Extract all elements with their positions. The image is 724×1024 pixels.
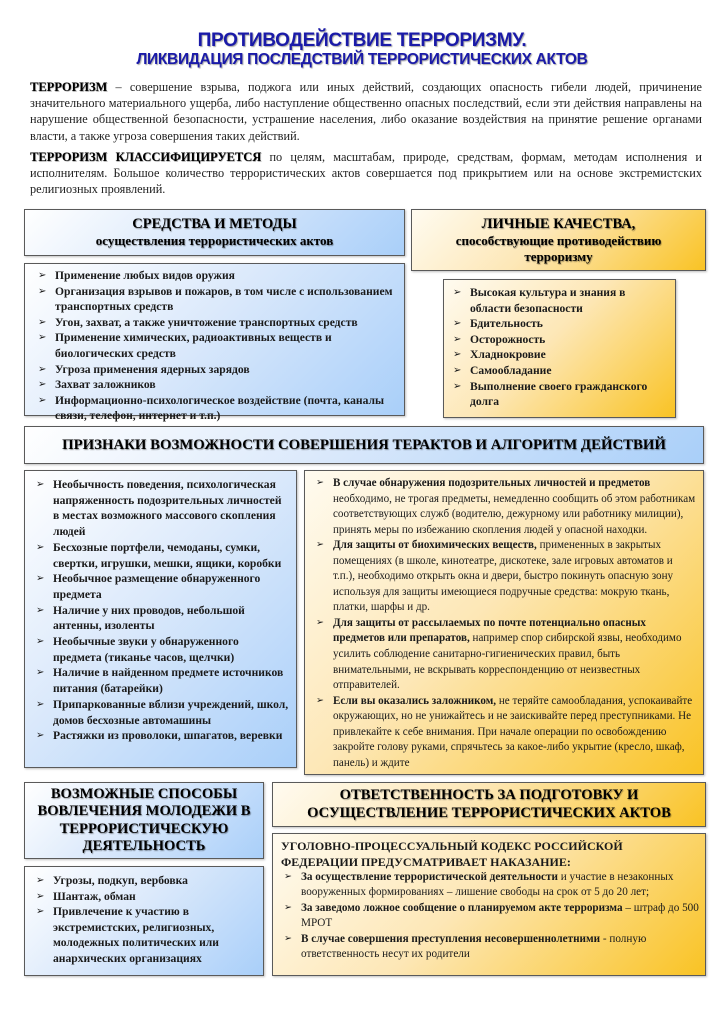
list-item: ➢ Для защиты от биохимических веществ, примененных в закрытых помещениях (в школе, кинотеатре, дискотеке, зале игровых автоматов и т.п.), необходимо открыть окна и двери, быстро покинуть опасную зону используя для защиты имеющиеся подручные средства: мокрую ткань, платки, шарфы и др. (316, 539, 674, 614)
arrow-bullet-icon: ➢ (36, 604, 45, 616)
list-item: ➢ В случае обнаружения подозрительных личностей и предметов необходимо, не трогая предметы, немедленно сообщить об этом работникам соответствующих служб (водителю, дежурному или работнику милиции), принять меры по избежанию скопления людей у опасной находки. (316, 477, 696, 536)
arrow-bullet-icon: ➢ (316, 478, 324, 488)
arrow-bullet-icon: ➢ (36, 479, 45, 490)
list-item: ➢ В случае совершения преступления несовершеннолетними - полную ответственность несут их родители (284, 932, 647, 961)
qualities-header (411, 209, 706, 271)
list-item: ➢ Бдительность (453, 317, 543, 331)
list-item: ➢ Для защиты от рассылаемых по почте потенциально опасных предметов или препаратов, например спор сибирской язвы, необходимо усилить соблюдение санитарно-гигиенических правил, быть внимательными, не вскрывать корреспонденцию от неизвестных отправителей. (316, 616, 682, 692)
youth-list (33, 873, 257, 967)
list-item: ➢ Необычные звуки у обнаруженного предмета (тиканье часов, щелчки) (36, 635, 239, 664)
list-item: ➢ Применение химических, радиоактивных веществ и биологических средств (38, 331, 332, 360)
list-item: ➢ Угон, захват, а также уничтожение транспортных средств (38, 315, 358, 329)
page-subtitle: ЛИКВИДАЦИЯ ПОСЛЕДСТВИЙ ТЕРРОРИСТИЧЕСКИХ АКТОВ (136, 51, 588, 68)
arrow-bullet-icon: ➢ (38, 316, 47, 328)
list-item: ➢ Организация взрывов и пожаров, в том числе с использованием транспортных средств (38, 284, 393, 314)
list-item: ➢ Информационно-психологическое воздействие (почта, каналы связи, телефон, интернет и т.п.) (38, 393, 385, 423)
arrow-bullet-icon: ➢ (36, 667, 45, 679)
arrow-bullet-icon: ➢ (36, 730, 45, 742)
means-header (24, 209, 405, 256)
qualities-subtitle: способствующие противодействию терроризму (455, 232, 662, 264)
arrow-bullet-icon: ➢ (453, 364, 462, 376)
list-item: ➢ Самообладание (453, 363, 552, 377)
arrow-bullet-icon: ➢ (284, 872, 292, 882)
list-item: ➢ Бесхозные портфели, чемоданы, сумки, свертки, игрушки, мешки, ящики, коробки (36, 540, 282, 570)
list-item: ➢ Осторожность (453, 332, 546, 346)
definition-text: – совершение взрыва, поджога или иных действий, создающих опасность гибели людей, причинение значительного материального ущерба, либо наступление общественно опасных последствий, если эти действия направлены на нарушение общественной безопасности, устрашение населения, либо оказание воздействия на принятие решение органами власти, а также угроза совершения таких действий. (30, 80, 702, 143)
list-item: ➢ Наличие у них проводов, небольшой антенны, изоленты (36, 603, 245, 633)
terrorism-definition (30, 79, 702, 144)
arrow-bullet-icon: ➢ (284, 933, 292, 944)
arrow-bullet-icon: ➢ (38, 285, 47, 297)
classification-term: ТЕРРОРИЗМ КЛАССИФИЦИРУЕТСЯ (30, 150, 262, 164)
arrow-bullet-icon: ➢ (36, 573, 45, 585)
signs-header (24, 426, 704, 464)
definition-term: ТЕРРОРИЗМ (30, 80, 108, 94)
means-list (35, 268, 398, 424)
arrow-bullet-icon: ➢ (316, 617, 324, 628)
responsibility-list-panel (272, 833, 706, 976)
responsibility-list (281, 870, 699, 962)
arrow-bullet-icon: ➢ (284, 902, 292, 913)
signs-title: ПРИЗНАКИ ВОЗМОЖНОСТИ СОВЕРШЕНИЯ ТЕРАКТОВ И АЛГОРИТМ ДЕЙСТВИЙ (62, 436, 666, 453)
signs-list-panel (24, 470, 297, 768)
arrow-bullet-icon: ➢ (453, 333, 462, 345)
arrow-bullet-icon: ➢ (38, 332, 47, 344)
arrow-bullet-icon: ➢ (36, 906, 45, 918)
qualities-title: ЛИЧНЫЕ КАЧЕСТВА, (481, 215, 636, 232)
qualities-list (450, 285, 669, 410)
list-item: ➢ За заведомо ложное сообщение о планируемом акте терроризма – штраф до 500 МРОТ (284, 901, 699, 930)
list-item: ➢ Угрозы, подкуп, вербовка (36, 874, 188, 887)
responsibility-header (272, 782, 706, 827)
means-title: СРЕДСТВА И МЕТОДЫ (132, 216, 297, 232)
arrow-bullet-icon: ➢ (38, 270, 47, 281)
arrow-bullet-icon: ➢ (36, 698, 45, 710)
arrow-bullet-icon: ➢ (38, 379, 47, 391)
arrow-bullet-icon: ➢ (38, 363, 47, 375)
arrow-bullet-icon: ➢ (453, 287, 462, 298)
arrow-bullet-icon: ➢ (453, 318, 462, 330)
youth-list-panel (24, 866, 264, 976)
arrow-bullet-icon: ➢ (38, 394, 47, 406)
list-item: ➢ За осуществление террористической деятельности и участие в незаконных вооруженных формированиях – лишение свободы на срок от 5 до 20 лет; (284, 871, 674, 899)
classification-text: по целям, масштабам, природе, средствам, формам, методам исполнения и исполнителям. Большое количество террористических актов совершается под прикрытием или на основе экстремистских религиозных проявлений. (30, 150, 702, 197)
list-item: ➢ Если вы оказались заложником, не теряйте самообладания, успокаивайте окружающих, но не унижайтесь и не заискивайте перед преступниками. Не привлекайте к себе внимания. При начале операции по освобождению закройте голову руками, спрячьтесь за какое-либо укрытие (кресло, шкаф, панель) и ждите (316, 694, 693, 769)
youth-title: ВОЗМОЖНЫЕ СПОСОБЫ ВОВЛЕЧЕНИЯ МОЛОДЕЖИ В ТЕРРОРИСТИЧЕСКУЮ ДЕЯТЕЛЬНОСТЬ (37, 785, 251, 854)
qualities-list-panel (443, 279, 676, 418)
list-item: ➢ Привлечение к участию в экстремистских, религиозных, молодежных политических или анархических организациях (36, 905, 219, 965)
means-list-panel (24, 263, 405, 423)
arrow-bullet-icon: ➢ (36, 636, 45, 648)
list-item: ➢ Выполнение своего гражданского долга (453, 379, 648, 409)
list-item: ➢ Хладнокровие (453, 348, 546, 362)
arrow-bullet-icon: ➢ (316, 540, 324, 551)
actions-list-panel (304, 470, 704, 775)
list-item: ➢ Применение любых видов оружия (38, 269, 235, 282)
terrorism-classification (30, 149, 702, 198)
list-item: ➢ Необычность поведения, психологическая напряженность подозрительных личностей в местах возможного массового скопления людей (36, 478, 282, 539)
means-subtitle: осуществления террористических актов (95, 233, 334, 248)
youth-header (24, 782, 264, 859)
list-item: ➢ Высокая культура и знания в области безопасности (453, 286, 626, 315)
page-title: ПРОТИВОДЕЙСТВИЕ ТЕРРОРИЗМУ. (197, 30, 527, 51)
actions-list (313, 476, 697, 771)
arrow-bullet-icon: ➢ (36, 541, 45, 553)
responsibility-intro: УГОЛОВНО-ПРОЦЕССУАЛЬНЫЙ КОДЕКС РОССИЙСКОЙ ФЕДЕРАЦИИ ПРЕДУСМАТРИВАЕТ НАКАЗАНИЕ: (281, 839, 623, 869)
list-item: ➢ Необычное размещение обнаруженного предмета (36, 572, 261, 601)
arrow-bullet-icon: ➢ (453, 349, 462, 361)
list-item: ➢ Захват заложников (38, 378, 156, 392)
list-item: ➢ Шантаж, обман (36, 889, 136, 903)
arrow-bullet-icon: ➢ (36, 890, 45, 902)
arrow-bullet-icon: ➢ (36, 875, 45, 886)
list-item: ➢ Наличие в найденном предмете источников питания (батарейки) (36, 666, 284, 696)
list-item: ➢ Припаркованные вблизи учреждений, школ, домов бесхозные автомашины (36, 697, 289, 727)
responsibility-title: ОТВЕТСТВЕННОСТЬ ЗА ПОДГОТОВКУ И ОСУЩЕСТВЛЕНИЕ ТЕРРОРИСТИЧЕСКИХ АКТОВ (307, 787, 671, 821)
arrow-bullet-icon: ➢ (316, 695, 324, 706)
signs-list (33, 477, 290, 744)
list-item: ➢ Растяжки из проволоки, шпагатов, веревки (36, 729, 283, 743)
arrow-bullet-icon: ➢ (453, 380, 462, 392)
list-item: ➢ Угроза применения ядерных зарядов (38, 362, 250, 376)
